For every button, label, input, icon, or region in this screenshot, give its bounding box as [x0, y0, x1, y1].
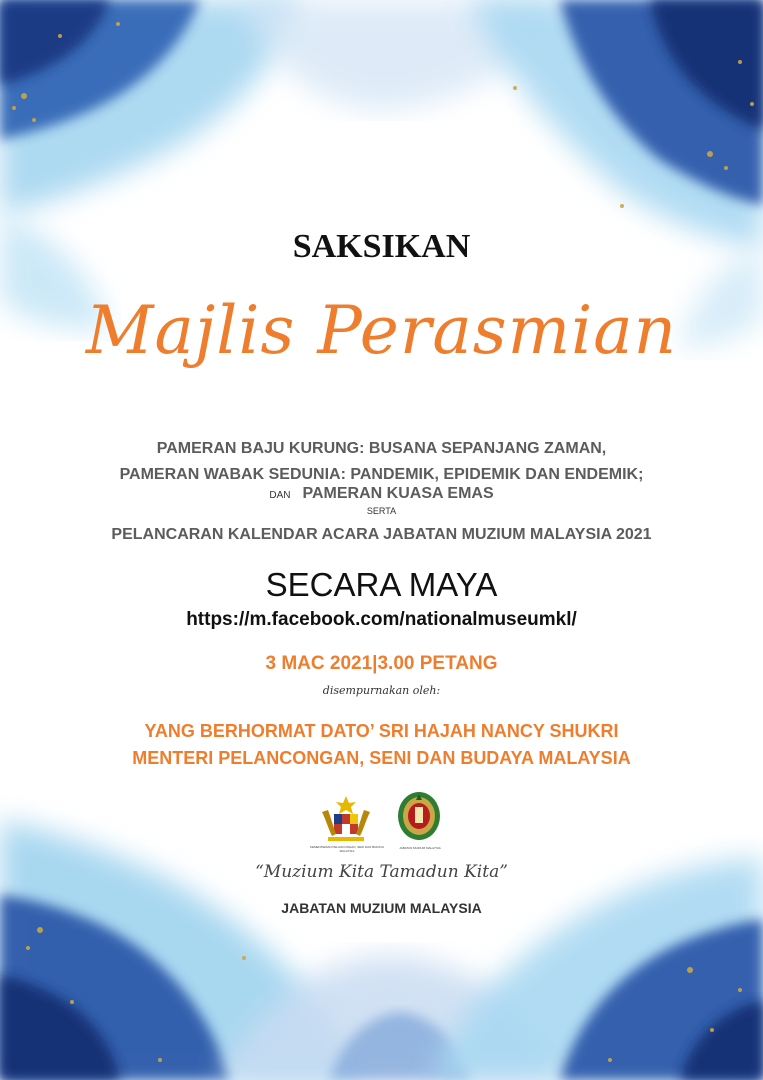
- organizer-name: JABATAN MUZIUM MALAYSIA: [281, 900, 482, 916]
- vip-title: MENTERI PELANCONGAN, SENI DAN BUDAYA MALAYSIA: [132, 748, 631, 768]
- virtual-mode-heading: SECARA MAYA: [265, 566, 498, 603]
- motto: “Muzium Kita Tamadun Kita”: [255, 862, 508, 882]
- serta-connector: SERTA: [366, 506, 397, 516]
- vip-name: YANG BERHORMAT DATO’ SRI HAJAH NANCY SHUKRI: [144, 721, 619, 741]
- launch-line: PELANCARAN KALENDAR ACARA JABATAN MUZIUM MALAYSIA 2021: [111, 526, 652, 543]
- exhibition-line-2: PAMERAN WABAK SEDUNIA: PANDEMIK, EPIDEMIK DAN ENDEMIK;: [119, 466, 644, 483]
- exhibition-line-3-text: PAMERAN KUASA EMAS: [302, 485, 494, 502]
- facebook-url: https://m.facebook.com/nationalmuseumkl/: [186, 609, 577, 630]
- malaysia-coat-of-arms-logo: [318, 794, 374, 844]
- script-title: Majlis Perasmian: [85, 292, 678, 369]
- exhibition-line-3: [0, 485, 763, 503]
- logo1-caption: KEMENTERIAN PELANCONGAN, SENI DAN BUDAYA MALAYSIA: [309, 845, 385, 853]
- jabatan-muzium-logo: [396, 790, 442, 842]
- officiated-by-label: disempurnakan oleh:: [322, 684, 441, 697]
- heading-saksikan: SAKSIKAN: [292, 228, 471, 265]
- logo2-caption: JABATAN MUZIUM MALAYSIA: [399, 846, 441, 850]
- dan-connector: DAN: [269, 490, 291, 501]
- event-datetime: 3 MAC 2021|3.00 PETANG: [265, 653, 498, 674]
- exhibition-line-1: PAMERAN BAJU KURUNG: BUSANA SEPANJANG ZAMAN,: [156, 440, 607, 457]
